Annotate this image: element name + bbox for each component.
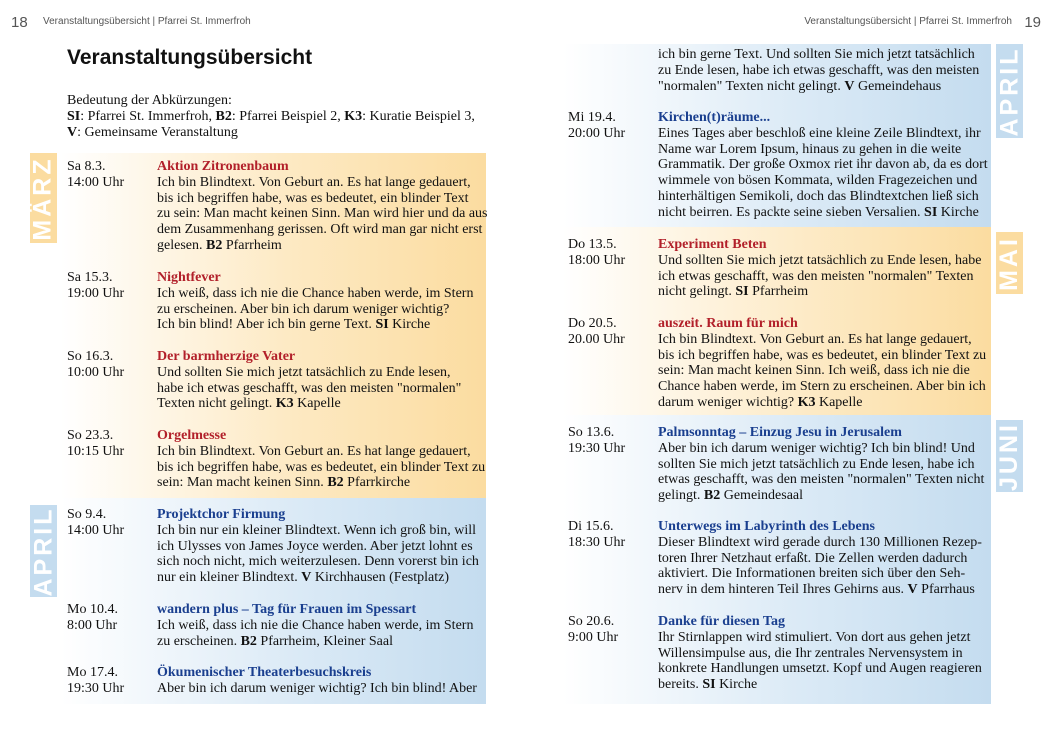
event-parish-tag: K3 (275, 396, 294, 412)
event-date (568, 614, 658, 646)
event-description-end: Ich bin blind! Aber ich bin gerne Text. (157, 317, 376, 333)
right-page-number: 19 (1024, 14, 1041, 31)
event-place: Pfarrheim, Kleiner Saal (256, 633, 393, 649)
event-description-line: Ich bin Blindtext. Von Geburt an. Es hat lange gedauert, (157, 443, 471, 459)
event-description-line: konkrete Handlungen umsetzt. Kopf und Augen reagieren (658, 661, 982, 677)
event-time: 19:30 Uhr (568, 440, 626, 456)
event-place: Kapelle (815, 394, 863, 410)
event-description-line: Ihr Stirnlappen wird stimuliert. Von dort aus gehen jetzt (658, 629, 971, 645)
event-title: Orgelmesse (157, 428, 227, 443)
event-date (568, 425, 658, 457)
event-day: Do 13.5. (568, 237, 617, 252)
event-description-line (157, 317, 473, 333)
legend-v-abbr: V (67, 125, 78, 140)
event-date (568, 237, 658, 269)
event-description-line: ich Ulysses von James Joyce werden. Aber jetzt lohnt es (157, 538, 473, 554)
left-running-title: Veranstaltungsübersicht | Pfarrei St. Immerfroh (43, 16, 251, 27)
event-time: 14:00 Uhr (67, 174, 125, 190)
event-description-line (658, 488, 984, 504)
event-title: Experiment Beten (658, 237, 767, 252)
page-title: Veranstaltungsübersicht (67, 46, 313, 69)
event-parish-tag: V (301, 570, 312, 586)
event-description-line (157, 634, 473, 650)
event-title: auszeit. Raum für mich (658, 316, 798, 331)
event-text (658, 110, 988, 221)
event-description-line: zu erscheinen. Aber bin ich darum weniger wichtig? (157, 301, 450, 317)
event-description-line: ich bin gerne Text. Und sollten Sie mich jetzt tatsächlich (658, 47, 975, 62)
event-time: 18:00 Uhr (568, 252, 626, 268)
april-month-label-right: APRIL (995, 46, 1023, 136)
legend-line-1 (67, 109, 487, 125)
event-date (568, 316, 658, 348)
event-text (157, 159, 487, 254)
event-description-line: bis ich begriffen habe, was es bedeutet, ein blinder Text zu (157, 459, 486, 475)
right-running-title: Veranstaltungsübersicht | Pfarrei St. Immerfroh (804, 16, 1012, 27)
event-text (157, 349, 461, 412)
event-time: 19:30 Uhr (67, 680, 125, 696)
event-description-end: Texten nicht gelingt. (157, 396, 276, 412)
event-description-line (658, 395, 986, 411)
abbreviation-legend (67, 93, 487, 141)
event-description-line: Und sollten Sie mich jetzt tatsächlich zu Ende lesen, habe (658, 252, 982, 268)
event-place: Pfarrheim (222, 237, 282, 253)
event-title: Kirchen(t)räume... (658, 110, 771, 125)
event-description-line: zu sein: Man macht keinen Sinn. Man wird hier und da aus (157, 206, 488, 222)
event-date (568, 110, 658, 142)
event-description-line: zu Ende lesen, habe ich etwas geschafft, was den meisten (658, 62, 980, 78)
event-day: So 20.6. (568, 614, 615, 629)
event-day: Di 15.6. (568, 519, 614, 534)
event-description-line: sollten Sie mich jetzt tatsächlich zu Ende lesen, habe ich (658, 456, 975, 472)
event-parish-tag: SI (924, 204, 938, 220)
event-date (67, 665, 157, 697)
event-place: Kirche (715, 677, 758, 693)
event-text (157, 428, 485, 491)
event-title: Unterwegs im Labyrinth des Lebens (658, 519, 876, 534)
legend-line-2 (67, 125, 487, 141)
event-description-line (157, 570, 479, 586)
event-date (568, 519, 658, 551)
event-title: Palmsonntag – Einzug Jesu in Jerusalem (658, 425, 902, 440)
event-title: Danke für diesen Tag (658, 614, 785, 629)
event-title: Aktion Zitronenbaum (157, 159, 289, 174)
legend-k3-text: : Kuratie Beispiel 3, (362, 109, 475, 124)
event-day: Mo 10.4. (67, 602, 118, 617)
event-description-line: Ich bin Blindtext. Von Geburt an. Es hat lange gedauert, (658, 331, 972, 347)
event-date (67, 602, 157, 634)
event-day: So 13.6. (568, 425, 615, 440)
event-text (658, 316, 986, 411)
event-description-end: zu erscheinen. (157, 633, 241, 649)
event-time: 19:00 Uhr (67, 285, 125, 301)
event-place: Kirche (388, 317, 431, 333)
event-description-end: darum weniger wichtig? (658, 394, 798, 410)
event-place: Pfarrhaus (917, 582, 975, 598)
event-description-line: aktiviert. Die Informationen breiten sich über den Seh- (658, 566, 966, 582)
event-day: Do 20.5. (568, 316, 617, 331)
event-place: Gemeindesaal (720, 488, 804, 504)
event-description-line (658, 205, 988, 221)
event-day: So 9.4. (67, 507, 107, 522)
event-parish-tag: V (907, 582, 918, 598)
event-time: 8:00 Uhr (67, 617, 118, 633)
event-description-line: Name war Lorem Ipsum, hinaus zu gehen in die weite (658, 141, 962, 157)
event-place: Kirche (937, 204, 979, 220)
event-time: 20:00 Uhr (568, 125, 626, 141)
event-parish-tag: K3 (797, 394, 816, 410)
event-time: 10:15 Uhr (67, 443, 125, 459)
event-description-end: bereits. (658, 677, 703, 693)
event-description-line: Ich bin Blindtext. Von Geburt an. Es hat lange gedauert, (157, 174, 471, 190)
mai-month-label: MAI (996, 232, 1023, 294)
event-text (658, 47, 979, 94)
event-description-line: wimmele von bösen Kommata, wilden Fragezeichen und (658, 173, 978, 189)
event-parish-tag: SI (735, 284, 749, 300)
event-day: Sa 8.3. (67, 159, 106, 174)
event-description-line: Willensimpulse aus, die Ihr zentrales Nervensystem in (658, 645, 963, 661)
event-parish-tag: SI (375, 317, 389, 333)
event-title: Nightfever (157, 270, 221, 285)
event-date (67, 349, 157, 381)
event-text (658, 614, 982, 693)
event-day: Mi 19.4. (568, 110, 616, 125)
left-page-number: 18 (11, 14, 28, 31)
event-time: 20.00 Uhr (568, 331, 625, 347)
event-description-line: Eines Tages aber beschloß eine kleine Zeile Blindtext, ihr (658, 125, 981, 141)
event-text (658, 425, 984, 504)
event-place: Gemeindehaus (854, 78, 942, 94)
event-description-line: Dieser Blindtext wird gerade durch 130 Millionen Rezep- (658, 534, 982, 550)
event-day: Mo 17.4. (67, 665, 118, 680)
event-date (67, 507, 157, 539)
event-parish-tag: B2 (205, 237, 223, 253)
event-day: Sa 15.3. (67, 270, 113, 285)
event-title: Ökumenischer Theaterbesuchskreis (157, 665, 372, 680)
event-description-line: sein: Man macht keinen Sinn. Ich weiß, dass ich nie die (658, 363, 970, 379)
event-description-line: Ich bin nur ein kleiner Blindtext. Wenn ich groß bin, will (157, 522, 476, 538)
event-place: Kapelle (293, 396, 341, 412)
event-description-end: nicht beirren. Es packte seine sieben Versalien. (658, 204, 925, 220)
event-description-line: Ich weiß, dass ich nie die Chance haben werde, im Stern (157, 285, 474, 301)
event-description-line (157, 396, 461, 412)
legend-si-text: : Pfarrei St. Immerfroh, (80, 109, 216, 124)
event-parish-tag: SI (702, 677, 716, 693)
event-text (157, 602, 473, 649)
event-description-line: bis ich begriffen habe, was es bedeutet, ein blinder Text zu (658, 347, 987, 363)
event-text (157, 665, 477, 697)
event-description-line (157, 238, 487, 254)
event-description-end: gelesen. (157, 237, 206, 253)
legend-k3-abbr: K3 (344, 109, 363, 124)
event-description-line: bis ich begriffen habe, was es bedeutet, ein blinder Text (157, 190, 469, 206)
event-title: Projektchor Firmung (157, 507, 286, 522)
event-description-end: gelingt. (658, 488, 704, 504)
event-parish-tag: B2 (240, 633, 257, 649)
event-description-line: Grammatik. Der große Oxmox riet ihr davon ab, da es dort (658, 157, 988, 173)
event-parish-tag: B2 (327, 475, 344, 491)
juni-month-label: JUNI (995, 421, 1023, 491)
event-description-line: ich etwas geschafft, was den meisten "normalen" Texten (658, 268, 974, 284)
event-place: Pfarrkirche (343, 475, 411, 491)
legend-intro: Bedeutung der Abkürzungen: (67, 93, 232, 108)
event-description-line (157, 681, 477, 697)
event-date (67, 428, 157, 460)
event-description-end: nerv in dem hinteren Teil Ihres Gehirns aus. (658, 582, 908, 598)
event-time: 14:00 Uhr (67, 522, 125, 538)
event-description-line: habe ich etwas geschafft, was den meisten "normalen" (157, 380, 462, 396)
event-description-line: hinterhältigen Semikoli, doch das Blindtextchen ließ sich (658, 188, 979, 204)
event-description-line: Ich weiß, dass ich nie die Chance haben werde, im Stern (157, 617, 474, 633)
event-text (658, 519, 982, 598)
event-description-end: sein: Man macht keinen Sinn. (157, 475, 328, 491)
event-description-end: nur ein kleiner Blindtext. (157, 570, 302, 586)
event-description-line: etwas geschafft, was den meisten "normalen" Texten nicht (658, 472, 985, 488)
event-text (157, 507, 479, 586)
maerz-month-label: MÄRZ (30, 153, 57, 243)
event-title: wandern plus – Tag für Frauen im Spessart (157, 602, 417, 617)
event-description-end: Aber bin ich darum weniger wichtig? Ich bin blind! Aber (157, 680, 477, 696)
legend-v-text: : Gemeinsame Veranstaltung (77, 125, 238, 140)
event-date (67, 159, 157, 191)
event-date (67, 270, 157, 302)
april-month-label-left: APRIL (29, 506, 57, 596)
event-description-line: Und sollten Sie mich jetzt tatsächlich zu Ende lesen, (157, 364, 451, 380)
event-place: Kirchhausen (Festplatz) (311, 570, 449, 586)
event-description-line: toren Ihrer Netzhaut erfaßt. Die Zellen werden dadurch (658, 550, 968, 566)
event-parish-tag: V (844, 78, 855, 94)
event-time: 9:00 Uhr (568, 629, 619, 645)
event-day: So 16.3. (67, 349, 114, 364)
legend-si-abbr: SI (67, 109, 81, 124)
event-description-line (157, 475, 485, 491)
event-description-line (658, 677, 982, 693)
legend-b2-text: : Pfarrei Beispiel 2, (231, 109, 345, 124)
event-place: Pfarrheim (748, 284, 809, 300)
event-text (157, 270, 473, 333)
event-description-end: "normalen" Texten nicht gelingt. (658, 78, 845, 94)
event-parish-tag: B2 (703, 488, 721, 504)
event-description-line: Aber bin ich darum weniger wichtig? Ich bin blind! Und (658, 440, 975, 456)
event-description-end: nicht gelingt. (658, 284, 736, 300)
event-text (658, 237, 981, 300)
event-description-line (658, 582, 982, 598)
event-title: Der barmherzige Vater (157, 349, 296, 364)
event-description-line: Chance haben werde, im Stern zu erscheinen. Aber bin ich (658, 379, 986, 395)
event-description-line: sich noch nicht, mich weiterzulesen. Denn vorerst bin ich (157, 554, 479, 570)
legend-b2-abbr: B2 (215, 109, 232, 124)
event-description-line (658, 79, 979, 95)
event-time: 18:30 Uhr (568, 534, 626, 550)
event-description-line: dem Zusammenhang gerissen. Oft wird man gar nicht erst (157, 222, 483, 238)
event-description-line (658, 284, 981, 300)
event-time: 10:00 Uhr (67, 364, 125, 380)
event-day: So 23.3. (67, 428, 114, 443)
